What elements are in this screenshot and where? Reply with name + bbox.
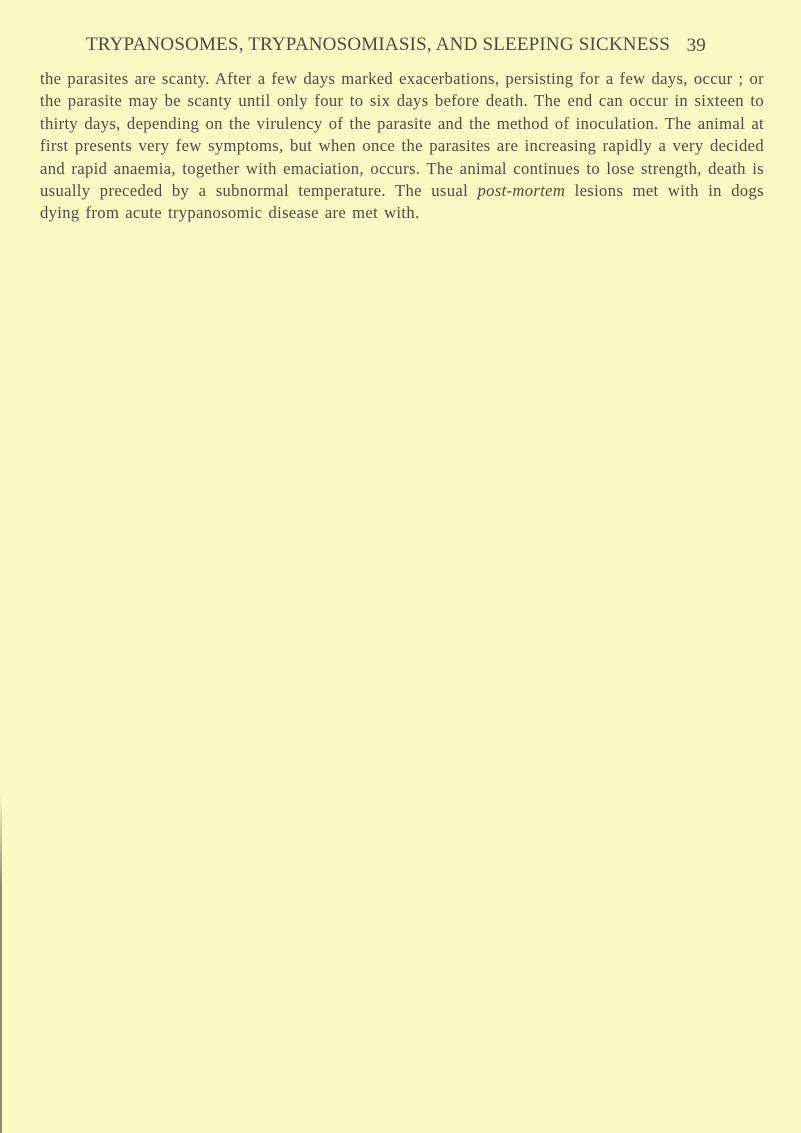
running-head (86, 34, 706, 60)
body-paragraph (40, 68, 764, 225)
paragraph-text-start: the parasites are scanty. After a few days marked exacerbations, persisting for a few days, occur ; or the parasite may be scanty until only four to six days before death. The end can occur in sixteen to thirty days, depending on the virulency of the parasite and the method of inoculation. The animal at first presents very few symptoms, but when once the parasites are increasing rapidly a very decided and rapid anaemia, together with emaciation, occurs. The animal continues to lose strength, death is usually preceded by a subnormal temperature. The usual (40, 69, 764, 201)
italic-term: post-mortem (477, 181, 566, 201)
running-title: TRYPANOSOMES, TRYPANOSOMIASIS, AND SLEEPING SICKNESS (86, 34, 671, 55)
page-number: 39 (686, 35, 706, 56)
paragraph-text-end: lesions met with in dogs dying from acute trypanosomic disease are met with. (40, 181, 764, 223)
page-edge-shadow (0, 0, 2, 1133)
